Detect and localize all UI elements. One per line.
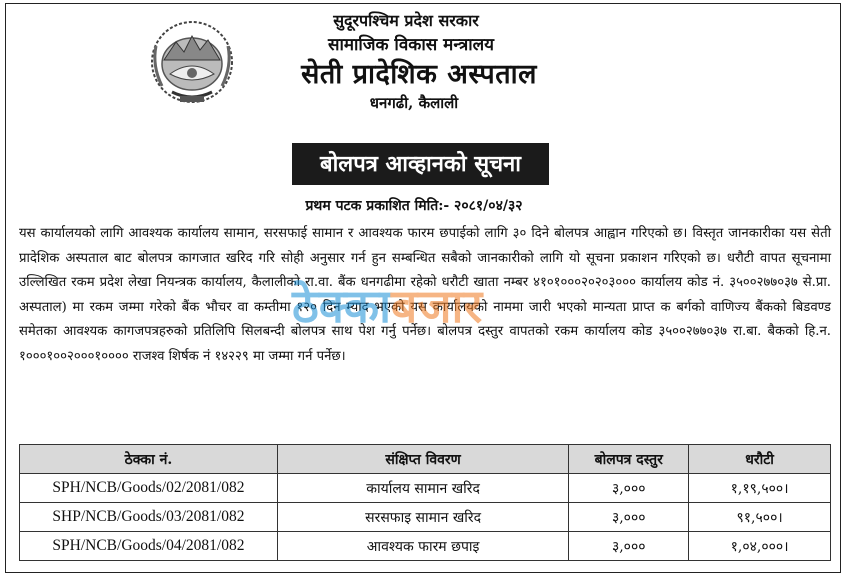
header-contract-no: ठेक्का नं. bbox=[20, 445, 278, 474]
description-cell: सरसफाइ सामान खरिद bbox=[277, 503, 568, 532]
hospital-name: सेती प्रादेशिक अस्पताल bbox=[301, 59, 537, 90]
bid-fee-cell: ३,००० bbox=[569, 474, 689, 503]
table-row bbox=[20, 474, 831, 503]
header-bid-fee: बोलपत्र दस्तुर bbox=[569, 445, 689, 474]
hospital-location: धनगढी, कैलाली bbox=[369, 94, 459, 112]
contract-no-cell: SPH/NCB/Goods/04/2081/082 bbox=[20, 532, 278, 561]
watermark-part-1: ठेक्का bbox=[292, 279, 392, 333]
contract-no-cell: SPH/NCB/Goods/02/2081/082 bbox=[20, 474, 278, 503]
watermark-part-2: बजार bbox=[391, 279, 483, 333]
description-cell: आवश्यक फारम छपाइ bbox=[277, 532, 568, 561]
header-description: संक्षिप्त विवरण bbox=[277, 445, 568, 474]
deposit-cell: १,०४,०००। bbox=[689, 532, 831, 561]
ministry-name: सामाजिक विकास मन्त्रालय bbox=[327, 35, 495, 55]
notice-title: बोलपत्र आव्हानको सूचना bbox=[292, 143, 549, 185]
table-row bbox=[20, 532, 831, 561]
deposit-cell: १,१९,५००। bbox=[689, 474, 831, 503]
contract-no-cell: SHP/NCB/Goods/03/2081/082 bbox=[20, 503, 278, 532]
letterhead bbox=[0, 10, 848, 114]
description-cell: कार्यालय सामान खरिद bbox=[277, 474, 568, 503]
table-header-row bbox=[20, 445, 831, 474]
notice-body: यस कार्यालयको लागि आवश्यक कार्यालय सामान, सरसफाई सामान र आवश्यक फारम छपाईको लागि ३० दिने बोलपत्र आह्वान गरिएको छ। विस्तृत जानकारीका यस सेती प्रादेशिक अस्पताल बाट बोलपत्र कागजात खरिद गरि सोही अनुसार गर्न हुन सम्बन्धित सबैको जानकारीको लागि यो सूचना प्रकाशन गरिएको छ। धरौटी वापत सूचनामा उल्लिखित रकम प्रदेश लेखा नियन्त्रक कार्यालय, कैलालीको रा.वा. बैंक धनगढीमा रहेको धरौटी खाता नम्बर ४१०१०००२०२०३००० कार्यालय कोड नं. ३५००२७७०३७ से.प्रा. अस्पताल) मा रकम जम्मा गरेको बैंक भौचर वा कम्तीमा १२० दिन म्याद भएको यस कार्यालयको नाममा जारी भएको मान्यता प्राप्त क बर्गको वाणिज्य बैंकको बिडवण्ड समेतका आवश्यक कागजपत्रहरुको प्रतिलिपि सिलबन्दी बोलपत्र साथ पेश गर्नु पर्नेछ। बोलपत्र दस्तुर वापतको रकम कार्यालय कोड ३५००२७७०३७ रा.बा. बैकको हि.न. १०००१००२०००१०००० राजश्व शिर्षक नं १४२२९ मा जम्मा गर्न पर्नेछ। bbox=[19, 226, 831, 364]
province-government-name: सुदूरपश्चिम प्रदेश सरकार bbox=[333, 11, 479, 30]
bid-fee-cell: ३,००० bbox=[569, 532, 689, 561]
publish-date: प्रथम पटक प्रकाशित मिति:- २०८१/०४/३२ bbox=[305, 198, 523, 214]
bid-fee-cell: ३,००० bbox=[569, 503, 689, 532]
tender-table bbox=[19, 444, 831, 561]
table-row bbox=[20, 503, 831, 532]
deposit-cell: ९१,५००। bbox=[689, 503, 831, 532]
header-deposit: धरौटी bbox=[689, 445, 831, 474]
